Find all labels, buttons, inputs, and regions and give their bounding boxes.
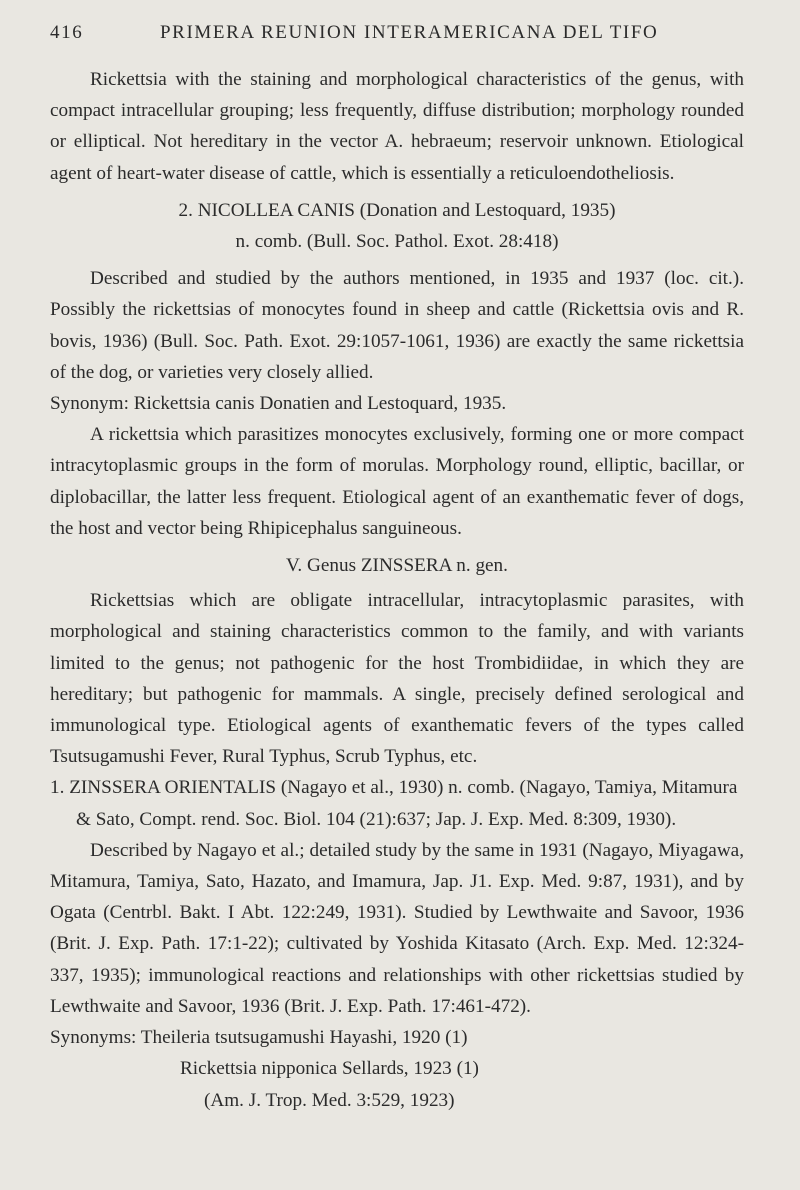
paragraph-zinssera-described: Described by Nagayo et al.; detailed study by the same in 1931 (Nagayo, Miyagawa, Mitamura, Tamiya, Sato, Hazato, and Imamura, Jap. J1. Exp. Med. 9:87, 1931), and by Ogata (Centrbl. Bakt. I Abt. 122:249, 1931). Studied by Lewthwaite and Savoor, 1936 (Brit. J. Exp. Path. 17:1-22); cultivated by Yoshida Kitasato (Arch. Exp. Med. 12:324-337, 1935); immunological reactions and relationships with other rickettsias studied by Lewthwaite and Savoor, 1936 (Brit. J. Exp. Path. 17:461-472).	[50, 839, 744, 1017]
paragraph-nicollea-described: Described and studied by the authors mentioned, in 1935 and 1937 (loc. cit.). Possibly the rickettsias of monocytes found in sheep and cattle (Rickettsia ovis and R. bovis, 1936) (Bull. Soc. Path. Exot. 29:1057-1061, 1936) are exactly the same rickettsia of the dog, or varieties very closely allied.	[50, 268, 744, 383]
synonym-rickettsia-canis: Synonym: Rickettsia canis Donatien and Lestoquard, 1935.	[50, 393, 507, 415]
paragraph-zinssera-genus: Rickettsias which are obligate intracellular, intracytoplasmic parasites, with morphological and staining characteristics common to the family, and with variants limited to the genus; not pathogenic for the host Trombidiidae, in which they are hereditary; but pathogenic for mammals. A single, precisely defined serological and immunological type. Etiological agents of exanthematic fevers of the types called Tsutsugamushi Fever, Rural Typhus, Scrub Typhus, etc.	[50, 590, 744, 768]
paragraph-nicollea-morphology: A rickettsia which parasitizes monocytes exclusively, forming one or more compact intracytoplasmic groups in the form of morulas. Morphology round, elliptic, bacillar, or diplobacillar, the latter less frequent. Etiological agent of an exanthematic fever of dogs, the host and vector being Rhipicephalus sanguineous.	[50, 424, 744, 539]
species-heading-zinssera-orientalis: 1. ZINSSERA ORIENTALIS (Nagayo et al., 1930) n. comb. (Nagayo, Tamiya, Mitamura & Sato, Compt. rend. Soc. Biol. 104 (21):637; Jap. J. Exp. Med. 8:309, 1930).	[50, 777, 738, 830]
running-title: PRIMERA REUNION INTERAMERICANA DEL TIFO	[160, 22, 659, 43]
page-number: 416	[50, 22, 84, 43]
species-heading-line-1: 2. NICOLLEA CANIS (Donation and Lestoquard, 1935)	[178, 199, 616, 221]
running-header	[50, 22, 744, 44]
paragraph-ehrlichia-description: Rickettsia with the staining and morphological characteristics of the genus, with compact intracellular grouping; less frequently, diffuse distribution; morphology rounded or elliptical. Not hereditary in the vector A. hebraeum; reservoir unknown. Etiological agent of heart-water disease of cattle, which is essentially a reticuloendotheliosis.	[50, 69, 744, 184]
synonyms-block	[50, 1022, 744, 1116]
section-heading-zinssera: V. Genus ZINSSERA n. gen.	[286, 555, 508, 577]
synonym-line-3: (Am. J. Trop. Med. 3:529, 1923)	[204, 1089, 455, 1111]
synonym-line-2: Rickettsia nipponica Sellards, 1923 (1)	[180, 1058, 479, 1080]
species-heading-nicollea-canis	[50, 195, 744, 257]
synonym-line-1: Synonyms: Theileria tsutsugamushi Hayashi, 1920 (1)	[50, 1027, 468, 1049]
species-heading-line-2: n. comb. (Bull. Soc. Pathol. Exot. 28:418)	[235, 231, 559, 253]
